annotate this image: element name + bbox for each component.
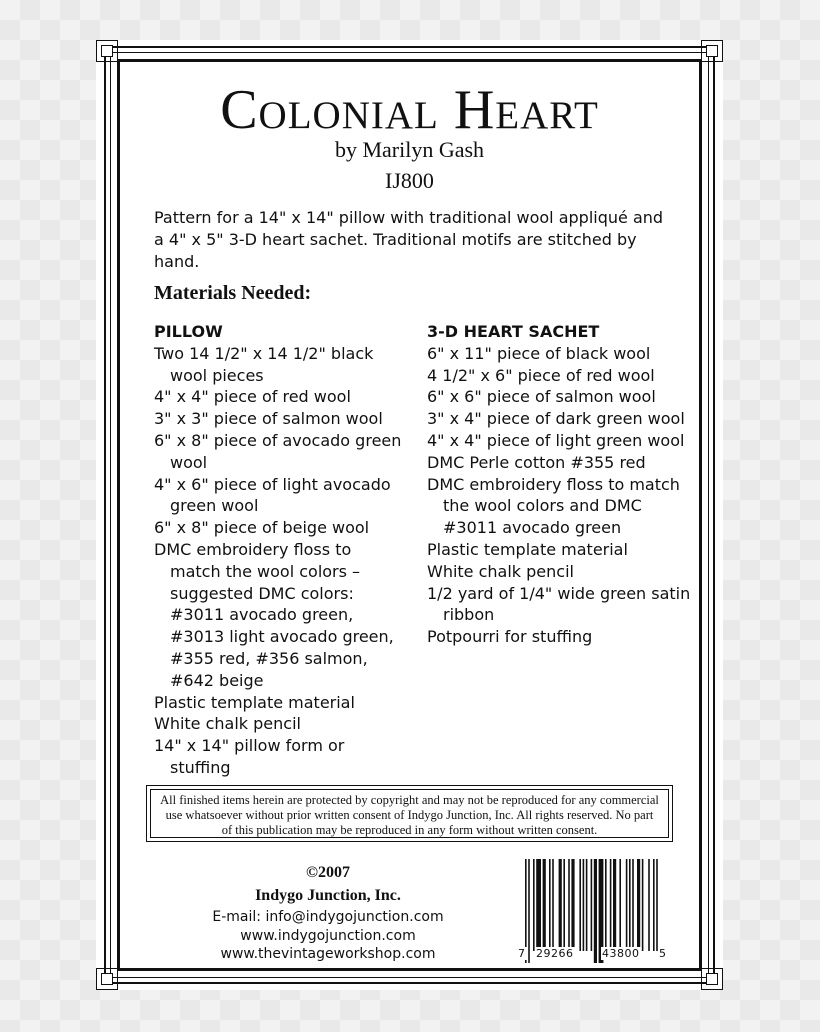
list-item: DMC Perle cotton #355 red	[427, 452, 646, 472]
list-item: 6" x 11" piece of black wool	[427, 343, 651, 363]
list-item: 6" x 6" piece of salmon wool	[427, 387, 656, 407]
copyright-year: ©2007	[306, 864, 350, 881]
list-item: 3" x 3" piece of salmon wool	[154, 409, 383, 429]
list-item: Two 14 1/2" x 14 1/2" black wool pieces	[154, 343, 374, 385]
list-item: 14" x 14" pillow form or stuffing	[154, 736, 345, 777]
list-item: 4" x 4" piece of red wool	[154, 387, 351, 407]
barcode-lead-digit: 7	[518, 947, 526, 960]
list-item: White chalk pencil	[154, 714, 301, 734]
email-link[interactable]: E-mail: info@indygojunction.com	[212, 909, 444, 925]
barcode-right-digits: 43800	[602, 947, 640, 960]
materials-heading: Materials Needed:	[154, 282, 312, 304]
pattern-card	[96, 40, 723, 990]
sachet-materials	[427, 321, 697, 648]
intro-paragraph: Pattern for a 14" x 14" pillow with traditional wool appliqué and a 4" x 5" 3-D heart sachet. Traditional motifs are stitched by hand.	[154, 208, 664, 271]
copyright-notice-box	[146, 785, 673, 842]
corner-ornament	[701, 40, 723, 62]
author-line: by Marilyn Gash	[334, 137, 485, 162]
list-item: Potpourri for stuffing	[427, 627, 593, 647]
publisher-footer	[188, 862, 468, 964]
pillow-materials	[154, 321, 404, 779]
pillow-heading: PILLOW	[154, 322, 223, 341]
website-link[interactable]: www.thevintageworkshop.com	[220, 946, 436, 962]
pattern-code: IJ800	[385, 168, 434, 193]
list-item: 1/2 yard of 1/4" wide green satin ribbon	[427, 583, 691, 625]
list-item: White chalk pencil	[427, 561, 574, 581]
corner-ornament	[701, 968, 723, 990]
list-item: Plastic template material	[427, 539, 628, 559]
corner-ornament	[96, 40, 118, 62]
list-item: DMC embroidery floss to match the wool colors – suggested DMC colors: #3011 avocado green, #3013 light avocado green, #355 red, #356 salmon, #642 beige	[154, 539, 394, 690]
list-item: 4 1/2" x 6" piece of red wool	[427, 365, 655, 385]
list-item: 4" x 4" piece of light green wool	[427, 430, 685, 450]
company-name: Indygo Junction, Inc.	[255, 887, 401, 904]
list-item: 4" x 6" piece of light avocado green wool	[154, 474, 391, 516]
list-item: DMC embroidery floss to match the wool colors and DMC #3011 avocado green	[427, 474, 680, 538]
sachet-list	[427, 343, 697, 648]
pillow-list	[154, 343, 404, 779]
list-item: Plastic template material	[154, 692, 355, 712]
barcode-left-digits: 29266	[536, 947, 574, 960]
website-link[interactable]: www.indygojunction.com	[240, 927, 416, 944]
barcode-check-digit: 5	[659, 947, 667, 960]
corner-ornament	[96, 968, 118, 990]
sachet-heading: 3-D HEART SACHET	[427, 322, 600, 341]
list-item: 6" x 8" piece of beige wool	[154, 518, 370, 538]
list-item: 6" x 8" piece of avocado green wool	[154, 430, 402, 472]
page-title: Colonial Heart	[220, 79, 599, 141]
copyright-notice: All finished items herein are protected by copyright and may not be reproduced for any commercial use whatsoever without prior written consent of Indygo Junction, Inc. All rights reserved. No part of this publication may be reproduced in any form without written consent.	[160, 793, 659, 837]
list-item: 3" x 4" piece of dark green wool	[427, 409, 685, 429]
